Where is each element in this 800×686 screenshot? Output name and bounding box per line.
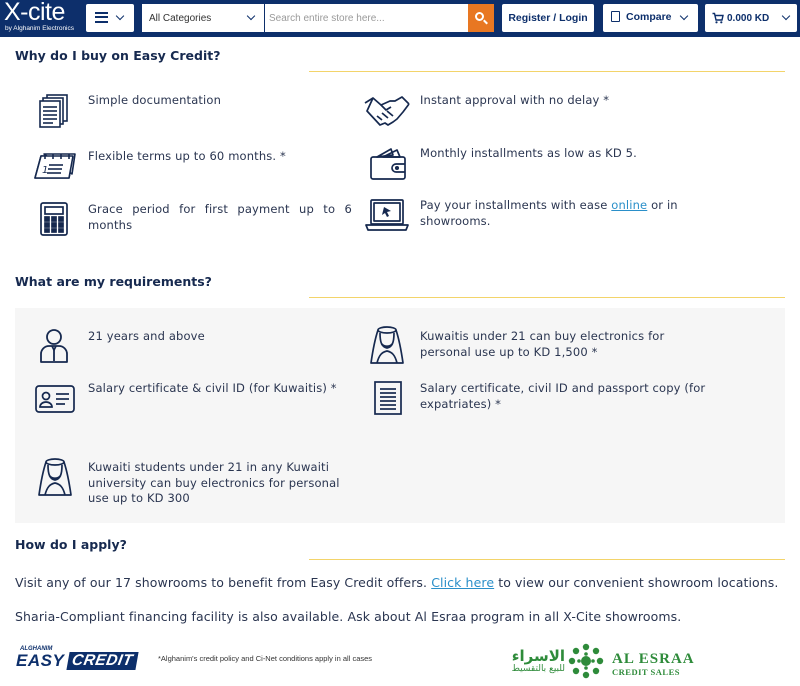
svg-text:1: 1 xyxy=(42,165,49,176)
section-divider xyxy=(309,71,785,72)
online-link[interactable]: online xyxy=(611,198,648,212)
cart-button[interactable] xyxy=(705,4,797,32)
requirement-kuwaitis-under-21: Kuwaitis under 21 can buy electronics for personal use up to KD 1,500 * xyxy=(420,329,665,359)
esraa-english-tagline: CREDIT SALES xyxy=(612,667,680,677)
apply-text-after: to view our convenient showroom locations. xyxy=(498,575,779,590)
requirement-kuwaiti-documents: Salary certificate & civil ID (for Kuwaitis) * xyxy=(88,381,337,395)
kuwaiti-man-icon xyxy=(369,325,405,365)
credit-disclaimer: *Alghanim's credit policy and Ci-Net conditions apply in all cases xyxy=(158,654,373,663)
feature-pay-online xyxy=(420,198,710,229)
compare-icon xyxy=(611,11,620,22)
sharia-financing-text: Sharia-Compliant financing facility is also available. Ask about Al Esraa program in all X-Cite showrooms. xyxy=(15,609,682,624)
esraa-arabic-tagline: للبيع بالتقسيط xyxy=(511,664,565,674)
esraa-emblem-icon xyxy=(567,642,605,680)
kuwaiti-man-icon xyxy=(37,457,73,497)
feature-pay-text-after: or in showrooms. xyxy=(420,198,678,228)
apply-showrooms-text xyxy=(15,575,779,590)
feature-simple-documentation: Simple documentation xyxy=(88,93,222,107)
showroom-locations-link[interactable]: Click here xyxy=(431,575,495,590)
feature-flexible-terms: Flexible terms up to 60 months. * xyxy=(88,149,286,163)
esraa-english-logo xyxy=(612,651,695,677)
requirements-section-title: What are my requirements? xyxy=(15,274,212,289)
document-icon xyxy=(373,380,403,416)
esraa-arabic-logo xyxy=(487,648,565,675)
section-divider xyxy=(309,559,785,560)
category-select-value: All Categories xyxy=(149,13,212,24)
xcite-logo[interactable] xyxy=(2,2,78,34)
easy-credit-logo xyxy=(14,646,140,674)
feature-monthly-installments: Monthly installments as low as KD 5. xyxy=(420,146,637,160)
feature-instant-approval: Instant approval with no delay * xyxy=(420,93,610,107)
category-select[interactable] xyxy=(142,4,264,32)
register-login-button[interactable]: Register / Login xyxy=(502,4,594,32)
section-divider xyxy=(309,297,785,298)
calendar-icon xyxy=(33,152,77,182)
why-section-title: Why do I buy on Easy Credit? xyxy=(15,48,221,63)
person-icon xyxy=(39,328,69,364)
apply-section-title: How do I apply? xyxy=(15,537,127,552)
hamburger-icon xyxy=(95,12,108,23)
logo-byline: by Alghanim Electronics xyxy=(5,25,75,32)
requirement-students-under-21: Kuwaiti students under 21 in any Kuwaiti university can buy electronics for personal use up to KD 300 xyxy=(88,460,340,505)
easy-logo-small: ALGHANIM xyxy=(20,646,53,652)
feature-pay-text: Pay your installments with ease xyxy=(420,198,608,212)
laptop-icon xyxy=(364,198,410,232)
documents-icon xyxy=(38,93,72,129)
search-icon-handle xyxy=(483,20,488,25)
requirement-expatriate-documents: Salary certificate, civil ID and passport copy (for expatriates) * xyxy=(420,381,706,411)
wallet-icon xyxy=(369,147,407,181)
chevron-down-icon xyxy=(247,12,255,20)
easy-logo-word2: CREDIT xyxy=(66,652,138,670)
handshake-icon xyxy=(364,95,410,127)
chevron-down-icon xyxy=(116,12,124,20)
chevron-down-icon xyxy=(782,12,790,20)
esraa-english-name: AL ESRAA xyxy=(612,651,695,667)
apply-text-before: Visit any of our 17 showrooms to benefit from Easy Credit offers. xyxy=(15,575,428,590)
menu-button[interactable] xyxy=(86,4,134,32)
logo-brand: X-cite xyxy=(4,0,65,26)
feature-grace-period: Grace period for first payment up to 6 months xyxy=(88,202,352,232)
requirement-age: 21 years and above xyxy=(88,329,205,343)
compare-button[interactable] xyxy=(603,4,698,32)
calculator-icon xyxy=(39,201,69,237)
chevron-down-icon xyxy=(680,12,688,20)
id-card-icon xyxy=(35,385,75,413)
compare-label: Compare xyxy=(626,11,672,23)
top-navigation-bar xyxy=(0,0,800,37)
search-input[interactable] xyxy=(265,4,468,32)
cart-total: 0.000 KD xyxy=(727,13,770,24)
easy-logo-word1: EASY xyxy=(16,651,65,670)
esraa-arabic-name: الاسراء xyxy=(511,647,565,665)
search-button[interactable] xyxy=(468,4,494,32)
cart-icon xyxy=(712,12,724,24)
